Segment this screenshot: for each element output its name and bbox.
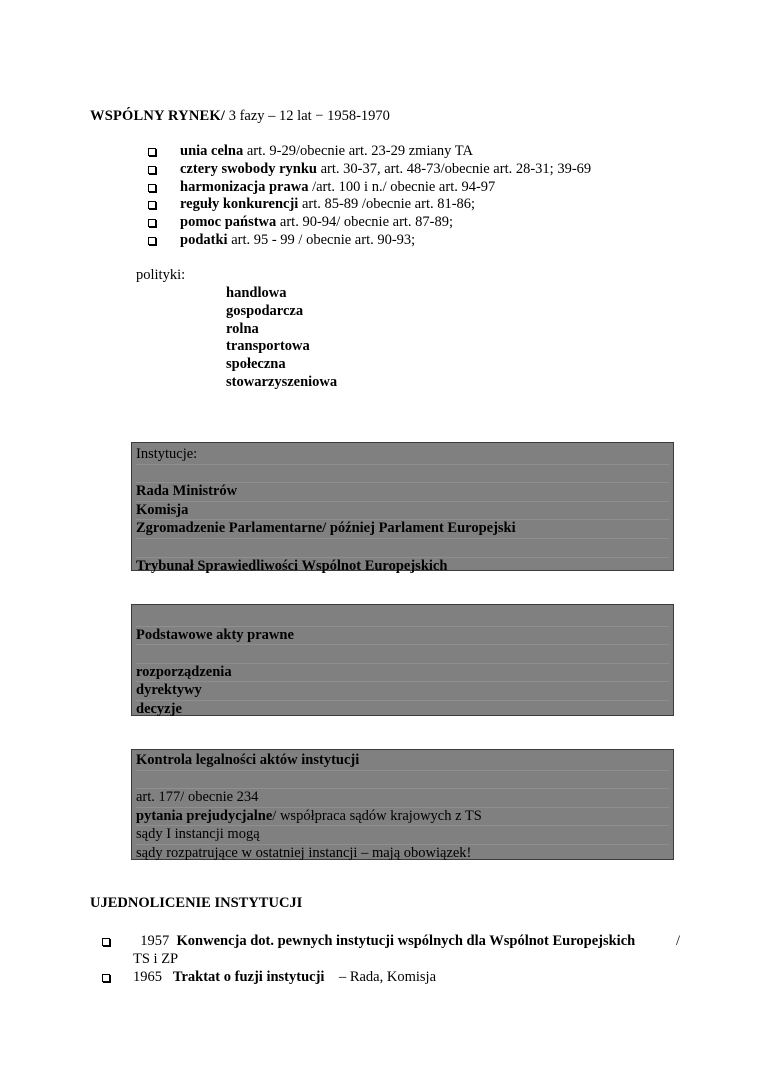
square-bullet-icon [148,184,156,192]
politics-item: rolna [226,320,259,337]
legality-control-box: Kontrola legalności aktów instytucji art. 177/ obecnie 234 pytania prejudycjalne/ współpraca sądów krajowych z TS sądy I instancji mogą sądy rozpatrujące w ostatniej instancji – mają obowiązek! [131,749,674,860]
courts-first-instance: sądy I instancji mogą [136,826,669,845]
square-bullet-icon [102,974,110,982]
politics-item: handlowa [226,285,287,301]
list-item: reguły konkurencji art. 85-89 /obecnie art. 81-86; [148,196,591,214]
legal-acts-box [131,604,674,716]
square-bullet-icon [148,148,156,156]
politics-item: gospodarcza [226,302,304,319]
year: 1957 [140,933,170,949]
treaty-name: Traktat o fuzji instytucji [172,969,325,985]
square-bullet-icon [148,237,156,245]
list-item: cztery swobody rynku art. 30-37, art. 48-73/obecnie art. 28-31; 39-69 [148,161,591,179]
square-bullet-icon [148,219,156,227]
unification-heading: UJEDNOLICENIE INSTYTUCJI [90,895,303,911]
institutions-box [131,442,674,574]
market-bullet-list [148,143,591,250]
legal-act-item: rozporządzenia [136,663,232,680]
politics-label: polityki: [136,267,186,283]
institution-item: Komisja [136,501,189,518]
politics-item: stowarzyszeniowa [226,373,338,390]
blank-line [136,645,669,664]
list-item: harmonizacja prawa /art. 100 i n./ obecnie art. 94-97 [148,179,591,197]
treaty-name: Konwencja dot. pewnych instytucji wspólnych dla Wspólnot Europejskich [176,933,636,949]
legal-act-item: decyzje [136,700,182,717]
section-title [90,108,390,125]
square-bullet-icon [102,938,110,946]
article-reference: art. 177/ obecnie 234 [136,789,669,808]
list-item: unia celna art. 9-29/obecnie art. 23-29 zmiany TA [148,143,591,161]
politics-list [226,285,337,392]
list-item: 1957 Konwencja dot. pewnych instytucji wspólnych dla Wspólnot Europejskich / TS i ZP [100,932,680,968]
courts-last-instance: sądy rozpatrujące w ostatniej instancji – mają obowiązek! [136,844,472,861]
institutions-label: Instytucje: [136,446,669,465]
title-rest: 3 fazy – 12 lat − 1958-1970 [225,108,390,124]
list-item: pomoc państwa art. 90-94/ obecnie art. 87-89; [148,214,591,232]
legal-acts-label: Podstawowe akty prawne [136,626,294,643]
institution-item: Zgromadzenie Parlamentarne/ później Parlament Europejski [136,520,516,537]
list-item: podatki art. 95 - 99 / obecnie art. 90-93; [148,232,591,250]
unification-list [100,932,680,986]
institution-item: Trybunał Sprawiedliwości Wspólnot Europejskich [136,557,448,574]
list-item: 1965 Traktat o fuzji instytucji – Rada, Komisja [100,968,680,986]
blank-line [136,608,669,627]
square-bullet-icon [148,166,156,174]
legal-act-item: dyrektywy [136,682,202,699]
prejudicial-questions: pytania prejudycjalne [136,807,273,824]
year: 1965 [133,969,162,985]
blank-line [136,539,669,558]
institution-item: Rada Ministrów [136,483,238,500]
title-bold: WSPÓLNY RYNEK/ [90,108,226,124]
legality-control-label: Kontrola legalności aktów instytucji [136,752,360,768]
politics-item: transportowa [226,338,310,355]
blank-line [136,465,669,484]
politics-item: społeczna [226,356,286,373]
square-bullet-icon [148,201,156,209]
blank-line [136,771,669,790]
